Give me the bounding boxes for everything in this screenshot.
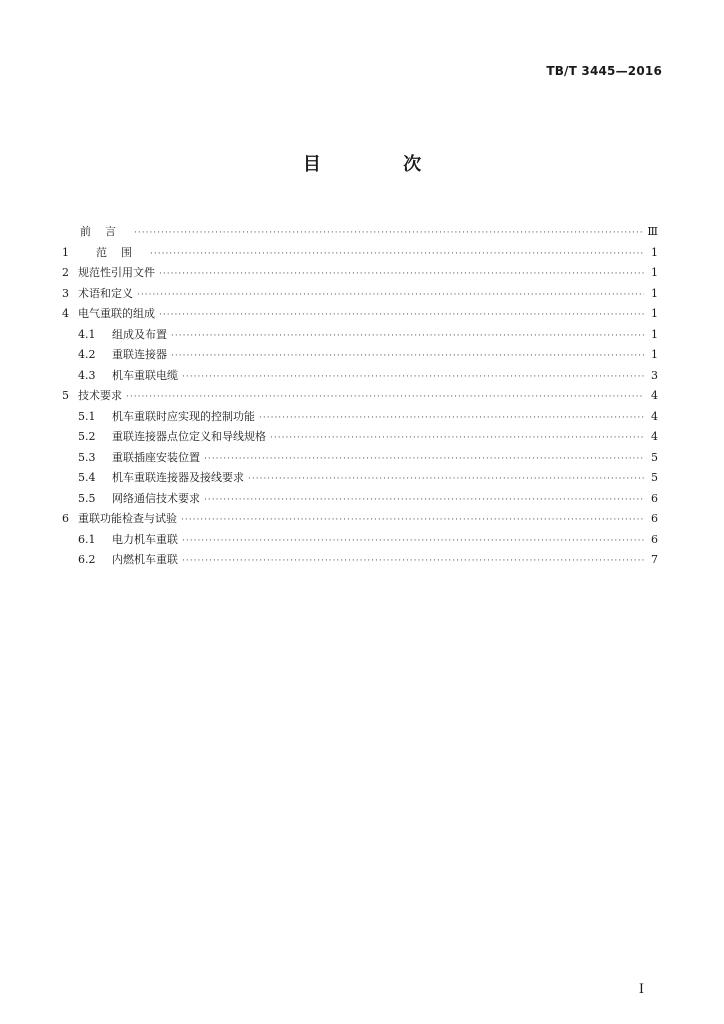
toc-entry-page: 6 [651,512,658,525]
toc-entry-number: 4.3 [78,368,96,382]
toc-dot-leader [171,346,644,367]
toc-entry-title: 组成及布置 [112,327,167,341]
toc-entry-number: 3 [62,286,69,300]
toc-entry[interactable] [62,407,658,428]
toc-dot-leader [134,223,643,244]
toc-dot-leader [248,469,644,490]
toc-entry-page: 4 [651,430,658,443]
table-of-contents [62,222,658,571]
toc-entry[interactable] [62,550,658,571]
toc-entry-number: 6.2 [78,553,96,566]
toc-entry[interactable] [62,509,658,530]
toc-entry-page: 7 [651,553,658,566]
toc-entry-title: 重联插座安装位置 [112,450,200,464]
toc-dot-leader [182,531,644,552]
toc-entry-page: 1 [651,307,658,320]
toc-entry-page: 1 [651,266,658,279]
toc-entry-number: 4.1 [78,327,96,341]
page-number: Ⅰ [638,982,644,997]
toc-entry-number: 5 [62,389,69,402]
toc-entry-title: 机车重联连接器及接线要求 [112,471,244,484]
toc-entry-page: 5 [651,471,658,484]
toc-entry[interactable] [62,427,658,448]
toc-dot-leader [159,305,644,326]
toc-entry-number: 2 [62,266,69,279]
toc-entry-number: 4 [62,307,69,320]
toc-entry-page: 1 [651,327,658,341]
toc-entry-page: 1 [651,286,658,300]
toc-entry-page: 4 [651,389,658,402]
toc-entry-number: 5.2 [78,430,96,443]
toc-dot-leader [270,428,644,449]
toc-dot-leader [204,490,644,511]
toc-entry-title: 规范性引用文件 [78,266,155,279]
toc-entry[interactable] [62,448,658,469]
toc-entry[interactable] [62,325,658,346]
toc-entry-number: 5.3 [78,450,96,464]
toc-dot-leader [126,387,644,408]
toc-dot-leader [182,551,644,572]
toc-entry-title: 内燃机车重联 [112,553,178,566]
toc-entry[interactable] [62,222,658,243]
toc-dot-leader [204,449,644,470]
toc-entry[interactable] [62,530,658,551]
toc-dot-leader [181,510,644,531]
toc-entry-page: 3 [651,368,658,382]
toc-entry-title: 前言 [80,225,130,238]
toc-entry-page: 6 [651,532,658,546]
toc-entry-number: 6.1 [78,532,96,546]
toc-entry-number: 6 [62,512,69,525]
toc-entry-title: 重联连接器点位定义和导线规格 [112,430,266,443]
toc-entry[interactable] [62,386,658,407]
toc-entry-page: 4 [651,409,658,423]
toc-dot-leader [150,244,644,265]
toc-entry-number: 1 [62,245,69,259]
standard-code: TB/T 3445—2016 [546,64,662,78]
page-title: 目 次 [302,154,460,175]
toc-entry-page: 5 [651,450,658,464]
toc-entry[interactable] [62,284,658,305]
toc-entry-page: 1 [651,348,658,361]
toc-entry[interactable] [62,345,658,366]
toc-entry-title: 电气重联的组成 [78,307,155,320]
toc-entry[interactable] [62,263,658,284]
toc-entry-title: 技术要求 [78,389,122,402]
toc-dot-leader [137,285,644,306]
toc-entry-page: 6 [651,491,658,505]
toc-entry-title: 术语和定义 [78,286,133,300]
toc-entry-title: 重联功能检查与试验 [78,512,177,525]
toc-entry[interactable] [62,304,658,325]
toc-entry-page: Ⅲ [647,225,658,238]
toc-entry-title: 重联连接器 [112,348,167,361]
toc-entry-number: 5.5 [78,491,96,505]
toc-dot-leader [159,264,644,285]
toc-entry[interactable] [62,366,658,387]
toc-entry[interactable] [62,243,658,264]
toc-entry-title: 电力机车重联 [112,532,178,546]
toc-dot-leader [171,326,644,347]
toc-entry-number: 5.4 [78,471,96,484]
toc-dot-leader [182,367,644,388]
toc-entry-title: 范围 [96,245,146,259]
toc-entry-title: 机车重联电缆 [112,368,178,382]
toc-entry-title: 网络通信技术要求 [112,491,200,505]
toc-entry[interactable] [62,468,658,489]
toc-entry-number: 5.1 [78,409,96,423]
toc-entry-number: 4.2 [78,348,96,361]
toc-entry[interactable] [62,489,658,510]
toc-entry-page: 1 [651,245,658,259]
toc-dot-leader [259,408,644,429]
toc-entry-title: 机车重联时应实现的控制功能 [112,409,255,423]
